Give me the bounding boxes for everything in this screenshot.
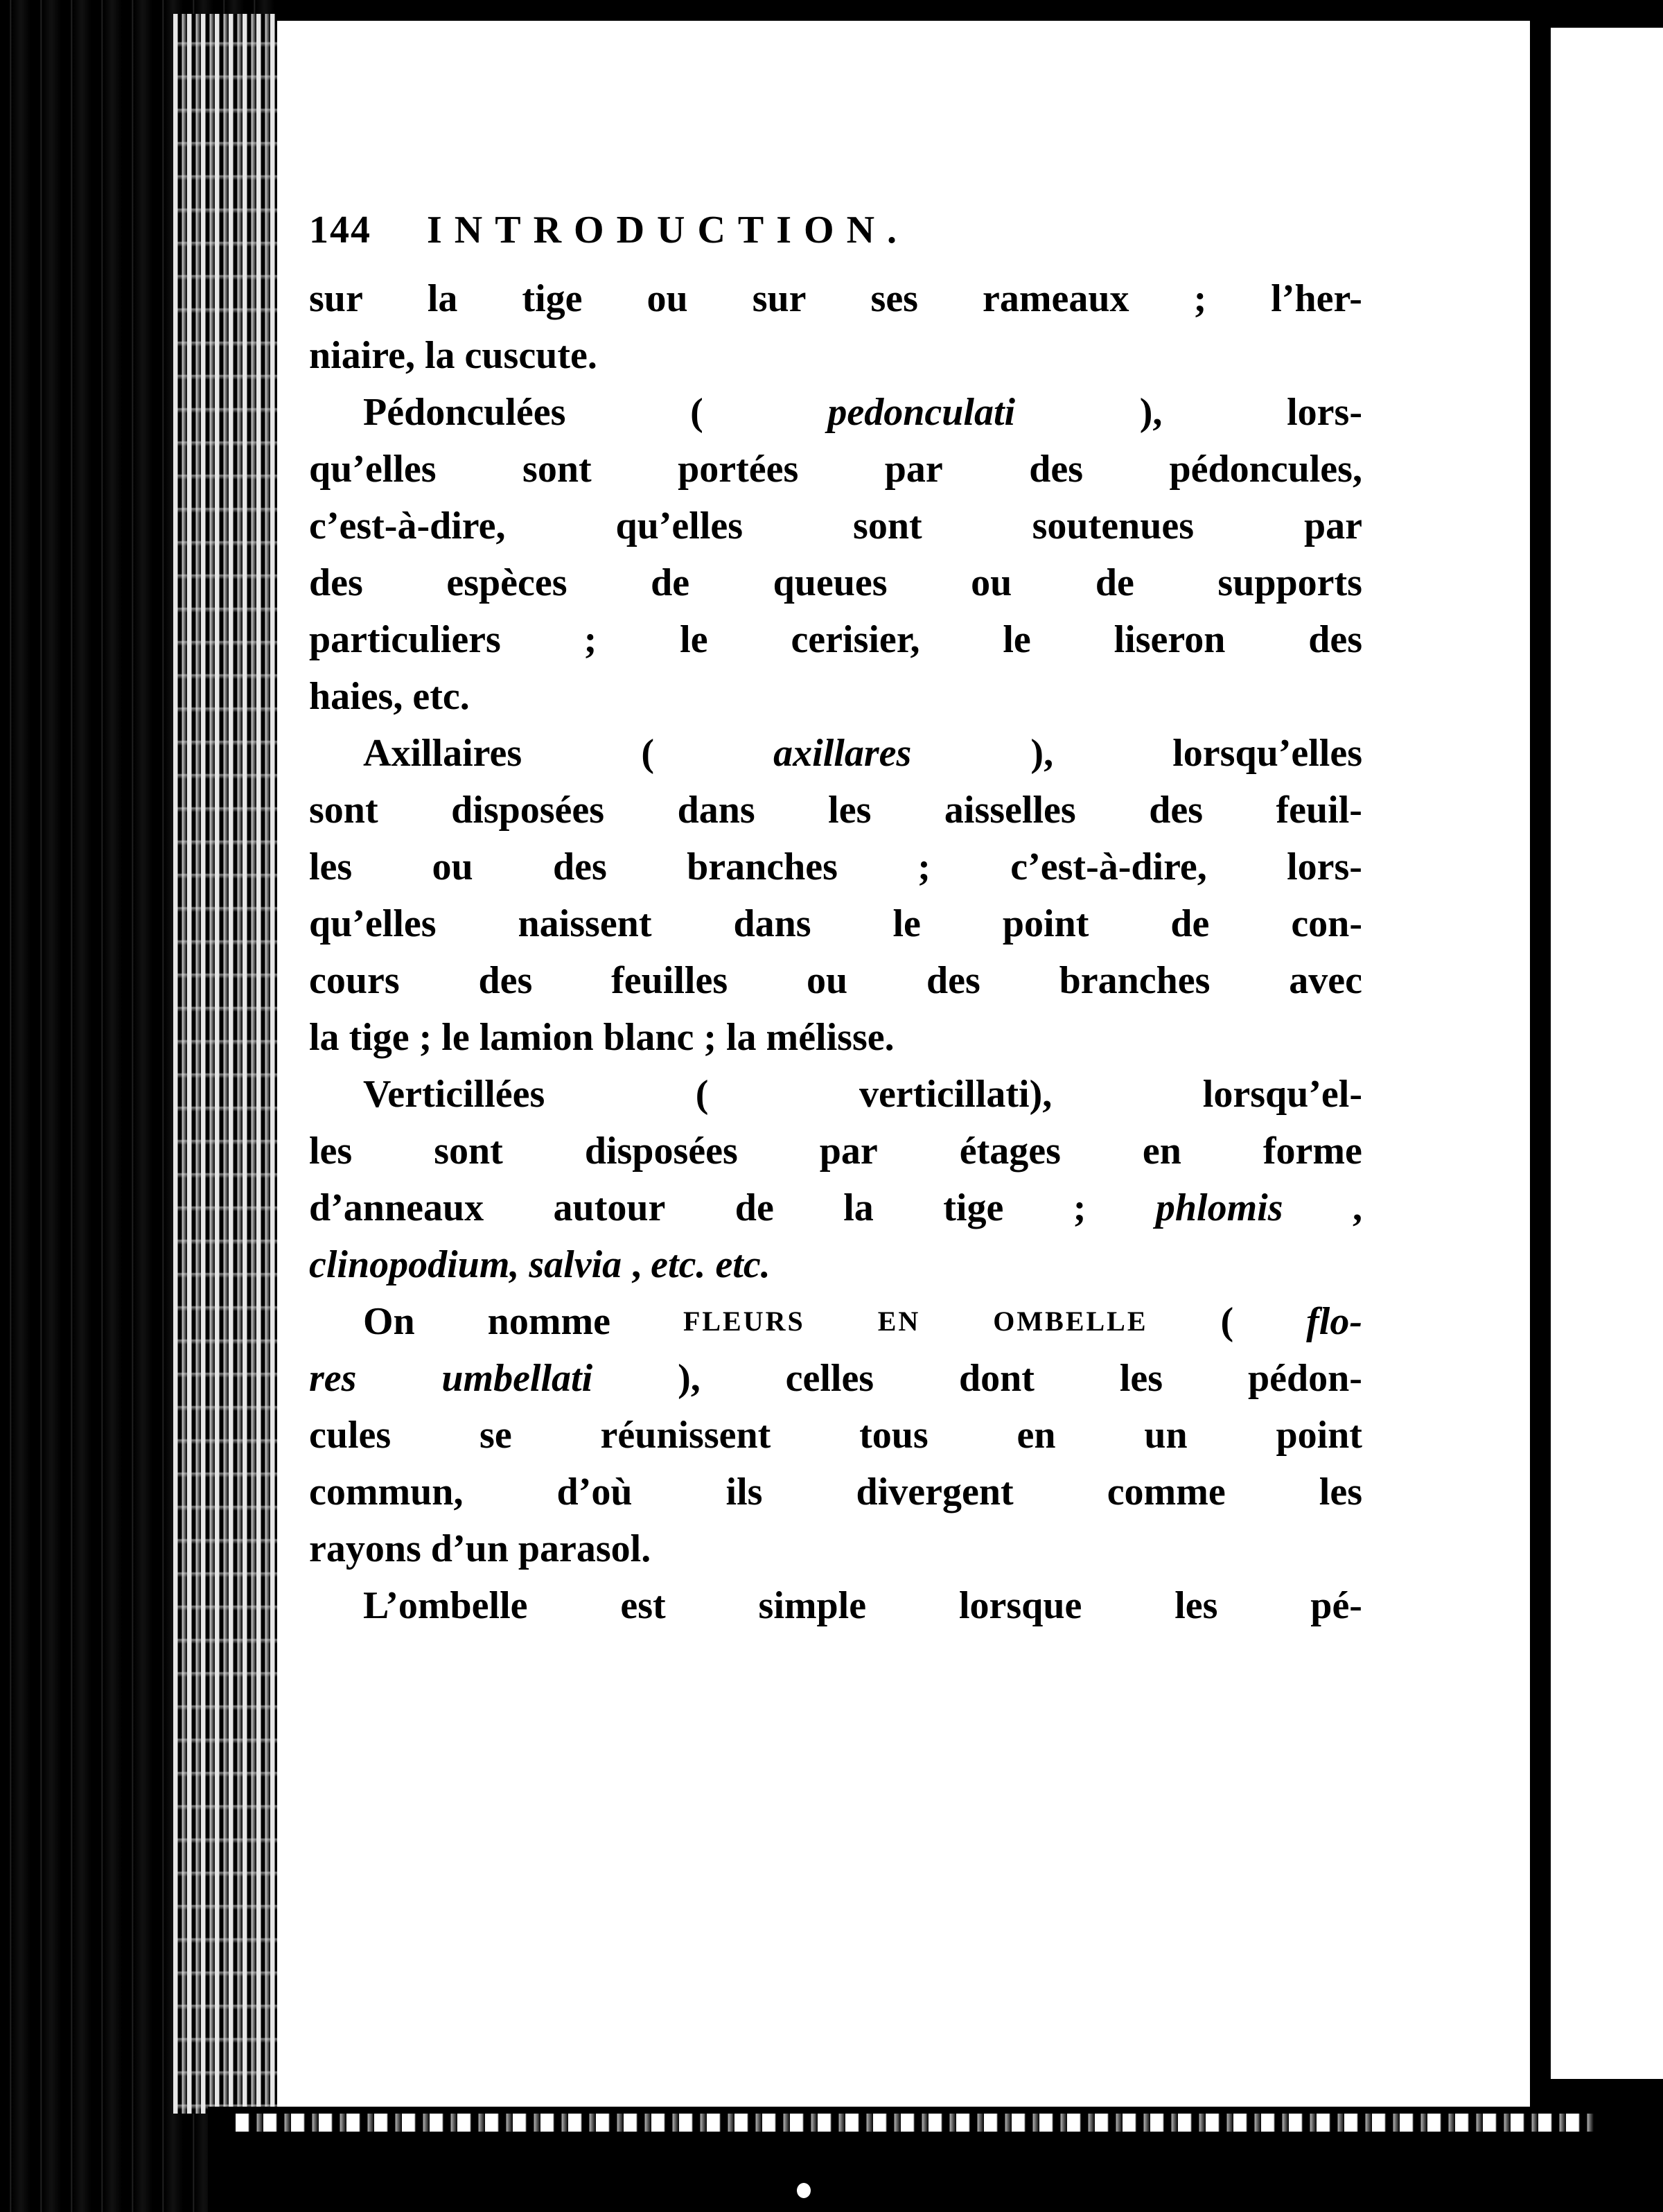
word: les [1319, 1471, 1362, 1513]
word: se [479, 1414, 512, 1457]
word: blanc [603, 1016, 694, 1059]
page-text [309, 208, 1362, 1634]
running-head: INTRODUCTION. [427, 209, 910, 252]
text-line [309, 668, 1362, 725]
word: parasol. [518, 1527, 651, 1570]
word: feuilles [611, 959, 728, 1002]
word: des [478, 959, 533, 1002]
word: aisselles [944, 789, 1076, 832]
text-line [309, 725, 1362, 782]
word: ( [1220, 1300, 1234, 1343]
word: ils [725, 1471, 763, 1513]
word: espèces [446, 561, 567, 604]
word: dans [677, 789, 755, 832]
word: branches [1059, 959, 1211, 1002]
text-line [309, 1464, 1362, 1520]
word: pédon- [1247, 1357, 1362, 1400]
word: ; [703, 1016, 716, 1059]
word: ou [971, 561, 1012, 604]
word: verticillati), [859, 1073, 1053, 1116]
word: lors- [1287, 845, 1362, 888]
word: ; [583, 618, 597, 661]
word: cuscute. [464, 334, 597, 377]
text-line [309, 1350, 1362, 1407]
text-line [309, 1293, 1362, 1350]
word: axillares [773, 732, 912, 775]
word: lors- [1287, 391, 1362, 434]
word: autour [553, 1186, 666, 1229]
text-line [309, 1123, 1362, 1179]
word: sont [309, 789, 378, 832]
scan-border-bottom [208, 2107, 1663, 2212]
text-line [309, 952, 1362, 1009]
word: des [1029, 448, 1083, 491]
word: naissent [518, 902, 652, 945]
word: le [892, 902, 921, 945]
word: celles [785, 1357, 874, 1400]
word: haies, [309, 675, 403, 718]
word: salvia [529, 1243, 622, 1286]
word: ou [806, 959, 848, 1002]
word: ), [1139, 391, 1163, 434]
word: les [309, 1130, 353, 1173]
word: est [620, 1584, 666, 1627]
word: un [1144, 1414, 1188, 1457]
word: sont [853, 504, 922, 547]
word: ( [690, 391, 703, 434]
word: phlomis [1155, 1186, 1283, 1229]
page-number: 144 [309, 209, 371, 252]
text-line [309, 441, 1362, 498]
page-header [309, 208, 1362, 270]
word: EN [877, 1306, 921, 1337]
word: pedonculati [827, 391, 1016, 434]
text-line [309, 1520, 1362, 1577]
word: lamion [479, 1016, 594, 1059]
word: nomme [487, 1300, 610, 1343]
word: commun, [309, 1471, 464, 1513]
word: en [1017, 1414, 1056, 1457]
word: qu’elles [309, 448, 437, 491]
word: con- [1291, 902, 1362, 945]
word: FLEURS [683, 1306, 805, 1337]
word: etc. [715, 1243, 771, 1286]
word: les [828, 789, 872, 832]
word: Axillaires [363, 732, 522, 775]
word: ses [870, 277, 918, 320]
word: ), [678, 1357, 701, 1400]
text-line [309, 384, 1362, 441]
word: Pédonculées [363, 391, 566, 434]
word: qu’elles [615, 504, 743, 547]
word: la [427, 277, 458, 320]
text-line [309, 1577, 1362, 1634]
word: des [553, 845, 607, 888]
word: Verticillées [363, 1073, 545, 1116]
word: divergent [856, 1471, 1014, 1513]
word: les [1174, 1584, 1218, 1627]
text-line [309, 1407, 1362, 1464]
text-line [309, 270, 1362, 327]
word: rameaux [983, 277, 1129, 320]
word: les [309, 845, 353, 888]
word: ; [1073, 1186, 1086, 1229]
word: la [843, 1186, 874, 1229]
word: c’est-à-dire, [309, 504, 506, 547]
word: soutenues [1032, 504, 1194, 547]
word: la [309, 1016, 340, 1059]
word: tige [349, 1016, 410, 1059]
scan-artifact [797, 2183, 811, 2198]
word: c’est-à-dire, [1010, 845, 1207, 888]
word: cerisier, [791, 618, 920, 661]
text-line [309, 895, 1362, 952]
word: d’un [430, 1527, 509, 1570]
word: pédoncules, [1169, 448, 1362, 491]
text-line [309, 1179, 1362, 1236]
word: lorsqu’el- [1202, 1073, 1362, 1116]
word: l’her- [1271, 277, 1362, 320]
word: supports [1217, 561, 1362, 604]
word: pé- [1310, 1584, 1362, 1627]
text-line [309, 1009, 1362, 1066]
word: ), [1030, 732, 1054, 775]
facing-page-edge [1544, 28, 1663, 2079]
word: de [1170, 902, 1210, 945]
text-line [309, 839, 1362, 895]
word: , [631, 1243, 642, 1286]
text-line [309, 1236, 1362, 1293]
word: des [1149, 789, 1203, 832]
word: lorsque [958, 1584, 1082, 1627]
word: niaire, [309, 334, 415, 377]
word: réunissent [600, 1414, 771, 1457]
word: le [441, 1016, 470, 1059]
word: ou [646, 277, 688, 320]
word: point [1002, 902, 1089, 945]
word: flo- [1306, 1300, 1362, 1343]
word: dans [733, 902, 811, 945]
word: simple [758, 1584, 867, 1627]
word: res [309, 1357, 357, 1400]
word: le [1003, 618, 1031, 661]
word: d’anneaux [309, 1186, 484, 1229]
text-line [309, 554, 1362, 611]
word: queues [773, 561, 888, 604]
word: ; [1193, 277, 1207, 320]
word: On [363, 1300, 415, 1343]
word: la [424, 334, 455, 377]
word: point [1276, 1414, 1362, 1457]
word: tige [522, 277, 583, 320]
word: ( [695, 1073, 709, 1116]
word: des [309, 561, 363, 604]
word: sont [434, 1130, 503, 1173]
word: cules [309, 1414, 391, 1457]
word: par [1303, 504, 1362, 547]
word: les [1119, 1357, 1163, 1400]
word: etc. [412, 675, 470, 718]
word: forme [1262, 1130, 1362, 1173]
word: en [1142, 1130, 1181, 1173]
word: des [1308, 618, 1362, 661]
word: de [651, 561, 690, 604]
book-binding-edge [173, 14, 277, 2114]
text-line [309, 498, 1362, 554]
word: liseron [1114, 618, 1226, 661]
word: sur [309, 277, 363, 320]
word: par [819, 1130, 878, 1173]
word: clinopodium, [309, 1243, 520, 1286]
word: des [926, 959, 980, 1002]
word: ( [641, 732, 654, 775]
word: avec [1289, 959, 1362, 1002]
word: la [725, 1016, 757, 1059]
word: etc. [651, 1243, 706, 1286]
word: L’ombelle [363, 1584, 528, 1627]
word: rayons [309, 1527, 421, 1570]
word: cours [309, 959, 400, 1002]
word: de [1095, 561, 1134, 604]
text-line [309, 327, 1362, 384]
word: mélisse. [766, 1016, 895, 1059]
word: ou [432, 845, 473, 888]
text-line [309, 1066, 1362, 1123]
word: d’où [556, 1471, 633, 1513]
word: umbellati [441, 1357, 593, 1400]
word: dont [959, 1357, 1035, 1400]
word: par [884, 448, 943, 491]
word: feuil- [1276, 789, 1362, 832]
text-line [309, 611, 1362, 668]
word: lorsqu’elles [1172, 732, 1362, 775]
word: OMBELLE [993, 1306, 1148, 1337]
word: ; [917, 845, 931, 888]
word: sont [522, 448, 592, 491]
word: comme [1107, 1471, 1226, 1513]
word: qu’elles [309, 902, 437, 945]
word: ; [419, 1016, 432, 1059]
word: portées [678, 448, 799, 491]
word: étages [959, 1130, 1061, 1173]
word: tous [859, 1414, 929, 1457]
word: disposées [584, 1130, 738, 1173]
word: sur [752, 277, 807, 320]
word: branches [687, 845, 838, 888]
word: de [734, 1186, 774, 1229]
word: le [680, 618, 708, 661]
word: , [1352, 1186, 1362, 1229]
text-line [309, 782, 1362, 839]
word: particuliers [309, 618, 501, 661]
word: tige [943, 1186, 1004, 1229]
word: disposées [451, 789, 605, 832]
